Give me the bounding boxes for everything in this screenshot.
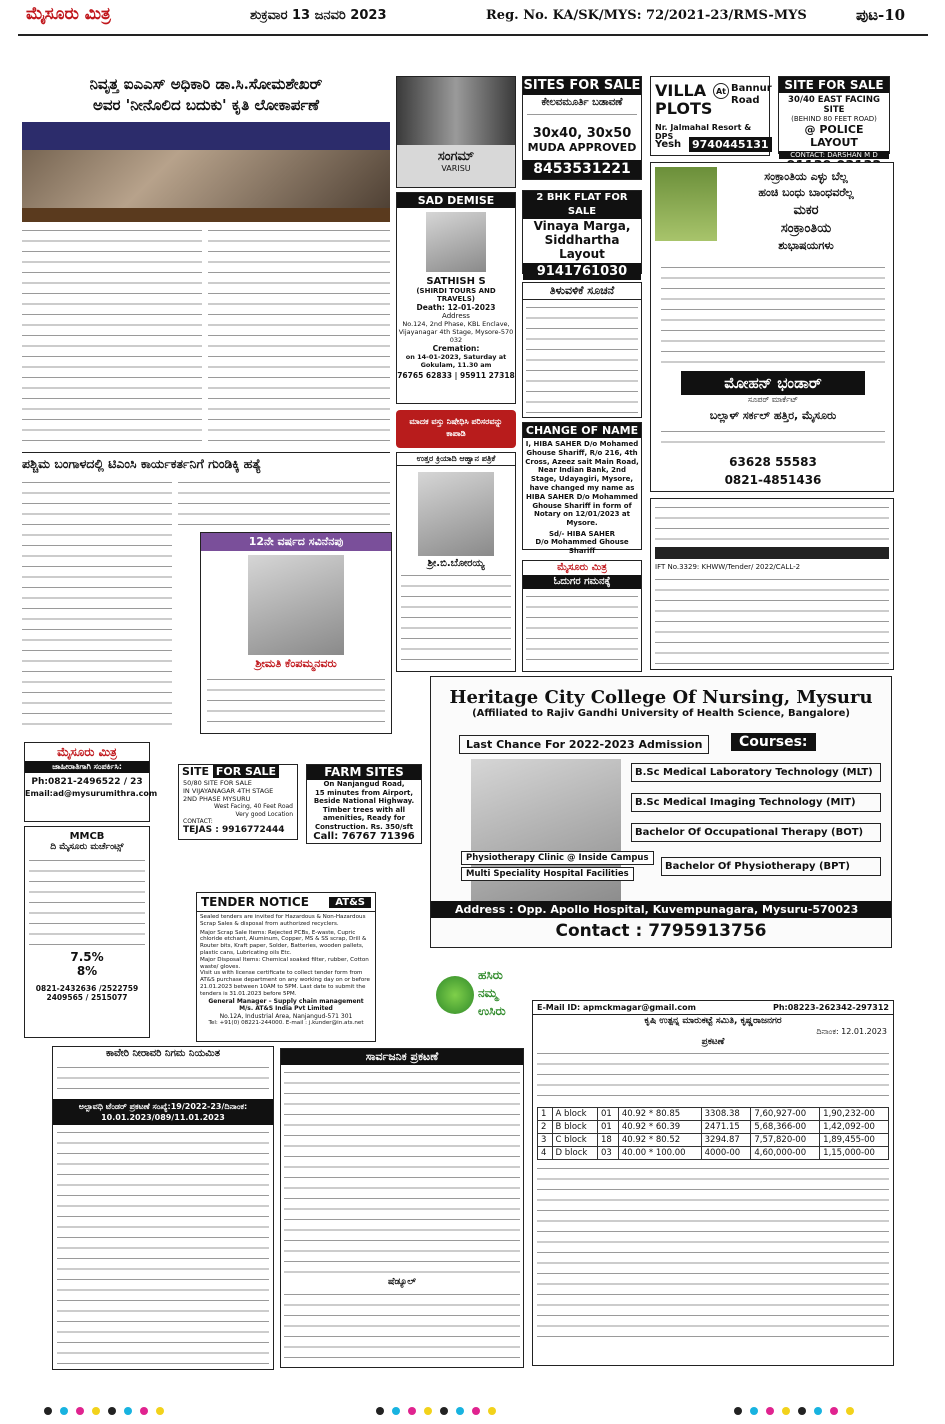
apmc-table-row: [538, 1147, 889, 1160]
site-sale-right-line2: (BEHIND 80 FEET ROAD): [791, 115, 877, 123]
farm-title: FARM SITES: [307, 765, 421, 780]
story1-body-col1: [22, 226, 202, 446]
apmc-cell-block: C block: [552, 1134, 597, 1147]
apmc-cell-area: 3294.87: [701, 1134, 751, 1147]
ats-tender-ad: [196, 892, 376, 1042]
apmc-cell-deposit: 1,15,000-00: [820, 1147, 889, 1160]
movie-ad: [396, 76, 516, 188]
villa-title: VILLA: [655, 81, 707, 100]
site-small-l5: Very good Location: [235, 810, 293, 818]
apmc-cell-amount: 7,60,927-00: [751, 1108, 820, 1121]
sankranti-line1: ಸಂಕ್ರಾಂತಿಯ ಎಳ್ಳು ಬೆಲ್ಲ: [764, 170, 848, 183]
print-registration-right: [730, 1400, 858, 1419]
apmc-cell-area: 3308.38: [701, 1108, 751, 1121]
flat-sale-phone: 9141761030: [523, 263, 641, 280]
apmc-cell-count: 18: [597, 1134, 618, 1147]
globe-leaf-icon: [436, 976, 474, 1014]
apmc-notice: [532, 1000, 894, 1366]
site-small-title-a: SITE: [182, 765, 210, 778]
apmc-table-row: [538, 1121, 889, 1134]
anti-drug-text: ಮಾದಕ ವಸ್ತು ನಿಷೇಧಿಸಿ ಪರಿಸರವನ್ನು ಕಾಪಾಡಿ: [409, 417, 503, 438]
sankranti-line5: ಶುಭಾಷಯಗಳು: [778, 239, 834, 252]
apmc-cell-area: 4000-00: [701, 1147, 751, 1160]
memorial-name: ಶ್ರೀಮತಿ ಕೆಂಪಮ್ಮನವರು: [255, 657, 337, 670]
sites-sale-phone: 8453531221: [523, 160, 641, 179]
site-small-phone: TEJAS : 9916772444: [183, 825, 285, 835]
site-small-l2: IN VIJAYANAGAR 4TH STAGE: [183, 787, 274, 795]
farm-l3: Beside National Highway.: [313, 797, 415, 805]
sad-demise-addr: No.124, 2nd Phase, KBL Enclave, Vijayanagar 4th Stage, Mysore-570 032: [398, 320, 514, 344]
apmc-cell-amount: 7,57,820-00: [751, 1134, 820, 1147]
uttara-kriya-name: ಶ್ರೀ.ಬಿ.ಬೋರಯ್ಯ: [427, 558, 485, 569]
sites-sale-title: SITES FOR SALE: [523, 78, 641, 93]
farm-l6: Construction. Rs. 350/sft: [314, 822, 414, 831]
ats-tender-gm: General Manager – Supply chain management: [208, 997, 364, 1005]
sankranti-shop: ಮೋಹನ್ ಭಂಡಾರ್: [681, 371, 865, 395]
flat-sale-place1: Vinaya Marga,: [533, 219, 631, 233]
mm-contact-ad: [24, 742, 158, 822]
uttara-kriya-ad: [396, 452, 516, 672]
sad-demise-photo: [426, 212, 486, 272]
public-notice: [280, 1048, 524, 1368]
mm-readers-title: ಓದುಗರ ಗಮನಕ್ಕೆ: [523, 575, 641, 589]
flat-sale-ad: [522, 190, 642, 279]
flat-sale-place3: Layout: [559, 247, 605, 261]
kaveri-title: ಕಾವೇರಿ ನೀರಾವರಿ ನಿಗಮ ನಿಯಮಿತ: [105, 1048, 221, 1059]
story1-headline: [22, 74, 390, 120]
ats-tender-title: TENDER NOTICE: [201, 895, 309, 909]
nursing-course-4: Bachelor Of Physiotherapy (BPT): [661, 857, 881, 876]
public-notice-small: [522, 282, 642, 418]
site-sale-right-line3: @ POLICE LAYOUT: [804, 123, 864, 149]
villa-near: Nr. Jalmahal Resort & DPS: [655, 123, 752, 141]
nursing-photo: [471, 759, 621, 909]
green-campaign-ad: [430, 962, 516, 1034]
farm-l2: 15 minutes from Airport,: [314, 788, 414, 797]
green-l2: ನಮ್ಮ: [478, 986, 498, 1000]
apmc-cell-size: 40.92 * 80.52: [618, 1134, 701, 1147]
sad-demise-addr-label: Address: [442, 312, 470, 320]
anti-drug-ad: [396, 410, 516, 448]
ats-tender-tel: Tel: +91(0) 08221-244000. E-mail : j.kunder@in.ats.net: [208, 1020, 364, 1027]
nursing-college-ad: [430, 676, 892, 948]
sad-demise-org: (SHIRDI TOURS AND TRAVELS): [416, 287, 496, 303]
apmc-email: E-Mail ID: apmckmagar@gmail.com: [537, 1003, 696, 1012]
movie-ad-sub: VARISU: [441, 164, 471, 173]
villa-phone: 9740445131: [689, 137, 772, 152]
villa-title2: PLOTS: [655, 99, 713, 118]
sankranti-addr: ಬಲ್ಲಾಳ್ ಸರ್ಕಲ್ ಹತ್ತಿರ, ಮೈಸೂರು: [709, 409, 837, 422]
apmc-cell-deposit: 1,89,455-00: [820, 1134, 889, 1147]
story1-body-col2: [208, 226, 390, 446]
apmc-table-row: [538, 1108, 889, 1121]
apmc-cell-count: 03: [597, 1147, 618, 1160]
mmcb-ad: [24, 826, 150, 1038]
apmc-title: ಕೃಷಿ ಉತ್ಪನ್ನ ಮಾರುಕಟ್ಟೆ ಸಮಿತಿ, ಕೃಷ್ಣರಾಜನಗರ: [644, 1016, 782, 1026]
sankranti-phone2: 0821-4851436: [724, 473, 822, 487]
story1-photo: [22, 122, 390, 222]
sad-demise-death: Death: 12-01-2023: [416, 303, 496, 312]
sad-demise-title: SAD DEMISE: [397, 193, 515, 208]
public-notice-schedule: ಷೆಡ್ಯೂಲ್: [388, 1277, 416, 1287]
apmc-heading: ಪ್ರಕಟಣೆ: [701, 1037, 725, 1047]
apmc-table: [537, 1107, 889, 1160]
change-of-name-title: CHANGE OF NAME: [523, 423, 641, 438]
site-small-l4: West Facing, 40 Feet Road: [214, 803, 293, 810]
apmc-cell-block: A block: [552, 1108, 597, 1121]
mmcb-rate2: 8%: [76, 964, 98, 978]
apmc-cell-deposit: 1,90,232-00: [820, 1108, 889, 1121]
sites-sale-layout: ಕೇಲವಮೂರ್ತಿ ಬಡಾವಣೆ: [541, 97, 623, 108]
nursing-courses-label: Courses:: [731, 733, 816, 751]
sugarcane-image: [655, 167, 717, 241]
nursing-last-chance: Last Chance For 2022-2023 Admission: [459, 735, 709, 754]
green-l3: ಉಸಿರು: [478, 1004, 506, 1018]
apmc-cell-block: D block: [552, 1147, 597, 1160]
villa-brand: Yesh: [655, 139, 682, 150]
nursing-clinic2: Multi Speciality Hospital Facilities: [461, 867, 634, 881]
flat-sale-title: 2 BHK FLAT FOR SALE: [523, 191, 641, 219]
apmc-cell-count: 01: [597, 1121, 618, 1134]
mmcb-rate1: 7.5%: [70, 950, 104, 964]
apmc-table-row: [538, 1134, 889, 1147]
site-sale-right-title: SITE FOR SALE: [779, 77, 889, 93]
right-tender-no: IFT No.3329: KHWW/Tender/ 2022/CALL-2: [655, 563, 801, 571]
mmcb-phones: 0821-2432636 /2522759: [35, 984, 139, 993]
public-notice-title: ಸಾರ್ವಜನಿಕ ಪ್ರಕಟಣೆ: [281, 1049, 523, 1065]
nursing-address: Address : Opp. Apollo Hospital, Kuvempunagara, Mysuru-570023: [431, 901, 891, 918]
villa-place: Bannur Road: [731, 83, 772, 106]
ats-tender-addr: No.12A, Industrial Area, Nanjangud-571 301: [219, 1012, 353, 1020]
nursing-course-3: Bachelor Of Occupational Therapy (BOT): [631, 823, 881, 842]
apmc-cell-area: 2471.15: [701, 1121, 751, 1134]
sankranti-shop-sub: ಸೂಪರ್ ಮಾರ್ಕೆಟ್: [747, 395, 799, 404]
sankranti-phone1: 63628 55583: [729, 455, 817, 469]
ats-tender-company: M/s. AT&S India Pvt Limited: [239, 1005, 333, 1013]
registration-number: Reg. No. KA/SK/MYS: 72/2021-23/RMS-MYS: [486, 8, 807, 23]
change-of-name-sign2: D/o Mohammed Ghouse Shariff: [535, 538, 629, 555]
site-sale-small-ad: [178, 764, 298, 840]
apmc-cell-amount: 4,60,000-00: [751, 1147, 820, 1160]
green-l1: ಹಸಿರು: [478, 968, 503, 982]
change-of-name-sign: Sd/- HIBA SAHER: [548, 529, 616, 538]
movie-ad-title: ಸಂಗಮ್: [437, 149, 475, 164]
sankranti-line4: ಸಂಕ್ರಾಂತಿಯ: [780, 221, 832, 236]
nursing-course-1: B.Sc Medical Laboratory Technology (MLT): [631, 763, 881, 782]
sad-demise-phones: 76765 62833 | 95911 27318: [397, 371, 515, 380]
sad-demise-ad: [396, 192, 516, 404]
mm-contact-ph: Ph:0821-2496522 / 23: [31, 777, 143, 787]
site-small-l3: 2ND PHASE MYSURU: [183, 795, 251, 803]
nursing-title: Heritage City College Of Nursing, Mysuru: [449, 687, 873, 708]
change-of-name-ad: [522, 422, 642, 555]
sad-demise-crem: on 14-01-2023, Saturday at Gokulam, 11.30 am: [405, 353, 507, 369]
apmc-cell-amount: 5,68,366-00: [751, 1121, 820, 1134]
villa-plots-ad: [650, 76, 770, 156]
farm-l5: amenities, Ready for: [322, 814, 406, 822]
site-small-l1: 50/80 SITE FOR SALE: [183, 779, 252, 787]
story2-headline-wrap: [22, 452, 390, 474]
ats-tender-body3: Major Disposal Items: Chemical soaked filter, rubber, Cotton waste/ gloves.: [200, 956, 369, 970]
page-number: ಪುಟ-10: [856, 6, 906, 24]
sad-demise-name: SATHISH S: [426, 276, 486, 287]
memorial-title: 12ನೇ ವರ್ಷದ ಸವಿನೆನಪು: [201, 533, 391, 551]
sankranti-line3: ಮಕರ: [793, 203, 819, 218]
mmcb-name: ದಿ ಮೈಸೂರು ಮರ್ಚೆಂಟ್ಸ್: [50, 842, 124, 852]
apmc-date: ದಿನಾಂಕ: 12.01.2023: [816, 1027, 887, 1036]
print-registration-center: [372, 1400, 500, 1419]
sankranti-ad: [650, 162, 894, 492]
page-header: [18, 0, 928, 36]
apmc-cell-no: 3: [538, 1134, 553, 1147]
nursing-clinic1: Physiotherapy Clinic @ Inside Campus: [461, 851, 654, 865]
apmc-cell-no: 4: [538, 1147, 553, 1160]
farm-sites-ad: [306, 764, 422, 844]
issue-date: ಶುಕ್ರವಾರ 13 ಜನವರಿ 2023: [250, 8, 387, 23]
public-notice-small-title: ತಿಳುವಳಿಕೆ ಸೂಚನೆ: [523, 283, 641, 300]
story1-headline-line1: ನಿವೃತ್ತ ಐಎಎಸ್ ಅಧಿಕಾರಿ ಡಾ.ಸಿ.ಸೋಮಶೇಖರ್: [89, 75, 323, 93]
sites-sale-sizes: 30x40, 30x50: [532, 126, 632, 141]
apmc-cell-no: 2: [538, 1121, 553, 1134]
apmc-cell-size: 40.92 * 60.39: [618, 1121, 701, 1134]
apmc-cell-block: B block: [552, 1121, 597, 1134]
uttara-kriya-title: ಉತ್ತರ ಕ್ರಿಯಾದಿ ಆಹ್ವಾನ ಪತ್ರಿಕೆ: [397, 453, 515, 466]
farm-l1: On Nanjangud Road,: [323, 780, 405, 788]
farm-call: Call:: [313, 831, 339, 842]
mm-readers-notice: [522, 560, 642, 672]
nursing-affiliation: (Affiliated to Rajiv Gandhi University of Health Science, Bangalore): [472, 708, 850, 719]
right-tender-notice: [650, 498, 894, 670]
uttara-kriya-photo: [418, 472, 494, 556]
apmc-ph: Ph:08223-262342-297312: [772, 1003, 889, 1012]
ats-tender-body1: Sealed tenders are invited for Hazardous & Non-Hazardous Scrap Sales & disposal from authorized recyclers.: [200, 914, 366, 927]
story1-headline-line2: ಅವರ 'ನೀನೊಲಿದ ಬದುಕು' ಕೃತಿ ಲೋಕಾರ್ಪಣೆ: [92, 96, 320, 114]
site-sale-right-contact: CONTACT: DARSHAN M D: [779, 151, 889, 159]
mmcb-logo: MMCB: [69, 831, 105, 842]
mm-contact-label: ಜಾಹೀರಾತಿಗಾಗಿ ಸಂಪರ್ಕಿಸಿ:: [25, 761, 149, 773]
flat-sale-place2: Siddhartha: [544, 233, 620, 247]
masthead-brand: ಮೈಸೂರು ಮಿತ್ರ: [26, 4, 111, 24]
site-small-contact: CONTACT:: [183, 818, 213, 825]
nursing-contact: Contact : 7795913756: [555, 921, 767, 941]
mm-contact-email: Email:ad@mysurumithra.com: [25, 789, 158, 798]
farm-l4: Timber trees with all: [322, 805, 406, 814]
site-small-title-b: FOR SALE: [213, 765, 279, 778]
villa-at: At: [713, 83, 729, 99]
change-of-name-body: I, HIBA SAHER D/o Mohamed Ghouse Shariff, R/o 216, 4th Cross, Azeez sait Main Road, Near Indian Bank, 2nd Stage, Udayagiri, Mysore, have changed my name as HIBA SAHER D/o Mohammed Ghouse Shariff in form of Notary on 12/01/2023 at Mysore.: [525, 440, 639, 528]
sites-sale-ad: [522, 76, 642, 180]
ats-tender-body2: Major Scrap Sale Items: Rejected PCBs, E-waste, Cupric chloride etchant, Aluminum, Copper, MS & SS scrap, Drill & Router bits, Kraft paper, Solder, Batteries, wooden pallets, plastic cans, Lubricating oils Etc.: [200, 929, 367, 956]
apmc-cell-no: 1: [538, 1108, 553, 1121]
story2-body-col2: [178, 478, 390, 526]
ats-tender-brand: AT&S: [329, 897, 371, 908]
mm-readers-brand: ಮೈಸೂರು ಮಿತ್ರ: [557, 562, 607, 573]
apmc-cell-size: 40.92 * 80.85: [618, 1108, 701, 1121]
sankranti-line2: ಹಂಚಿ ಬಂಧು ಬಾಂಧವರೆಲ್ಲ: [758, 186, 854, 199]
story2-headline: ಪಶ್ಚಿಮ ಬಂಗಾಳದಲ್ಲಿ ಟಿಎಂಸಿ ಕಾರ್ಯಕರ್ತನಿಗೆ ಗುಂಡಿಕ್ಕಿ ಹತ್ಯೆ: [22, 456, 262, 471]
apmc-cell-deposit: 1,42,092-00: [820, 1121, 889, 1134]
kaveri-tender-notice: [52, 1046, 274, 1370]
apmc-cell-count: 01: [597, 1108, 618, 1121]
story2-body-col1: [22, 478, 172, 734]
memorial-ad: [200, 532, 392, 734]
memorial-photo: [248, 555, 344, 655]
kaveri-subtitle: ಅಲ್ಪಾವಧಿ ಟೆಂಡರ್ ಪ್ರಕಟಣೆ ಸಂಖ್ಯೆ:19/2022-23/ದಿನಾಂಕ: 10.01.2023/089/11.01.2023: [53, 1099, 273, 1125]
sad-demise-crem-label: Cremation:: [432, 344, 480, 353]
site-sale-right-ad: [778, 76, 890, 159]
mm-contact-brand: ಮೈಸೂರು ಮಿತ್ರ: [57, 745, 117, 759]
farm-phone: 76767 71396: [341, 831, 415, 842]
site-sale-right-line1: 30/40 EAST FACING SITE: [788, 95, 880, 115]
apmc-cell-size: 40.00 * 100.00: [618, 1147, 701, 1160]
nursing-course-2: B.Sc Medical Imaging Technology (MIT): [631, 793, 881, 812]
mmcb-phones2: 2409565 / 2515077: [46, 993, 128, 1002]
sites-sale-approval: MUDA APPROVED: [527, 141, 637, 154]
ats-tender-body4: Visit us with license certificate to collect tender form from AT&S purchase department on any working day on or before 21.01.2023 between 10AM to 5PM. Last date to submit the tenders is 31.01.2023 before 5PM.: [200, 970, 370, 997]
print-registration-left: [40, 1400, 168, 1419]
